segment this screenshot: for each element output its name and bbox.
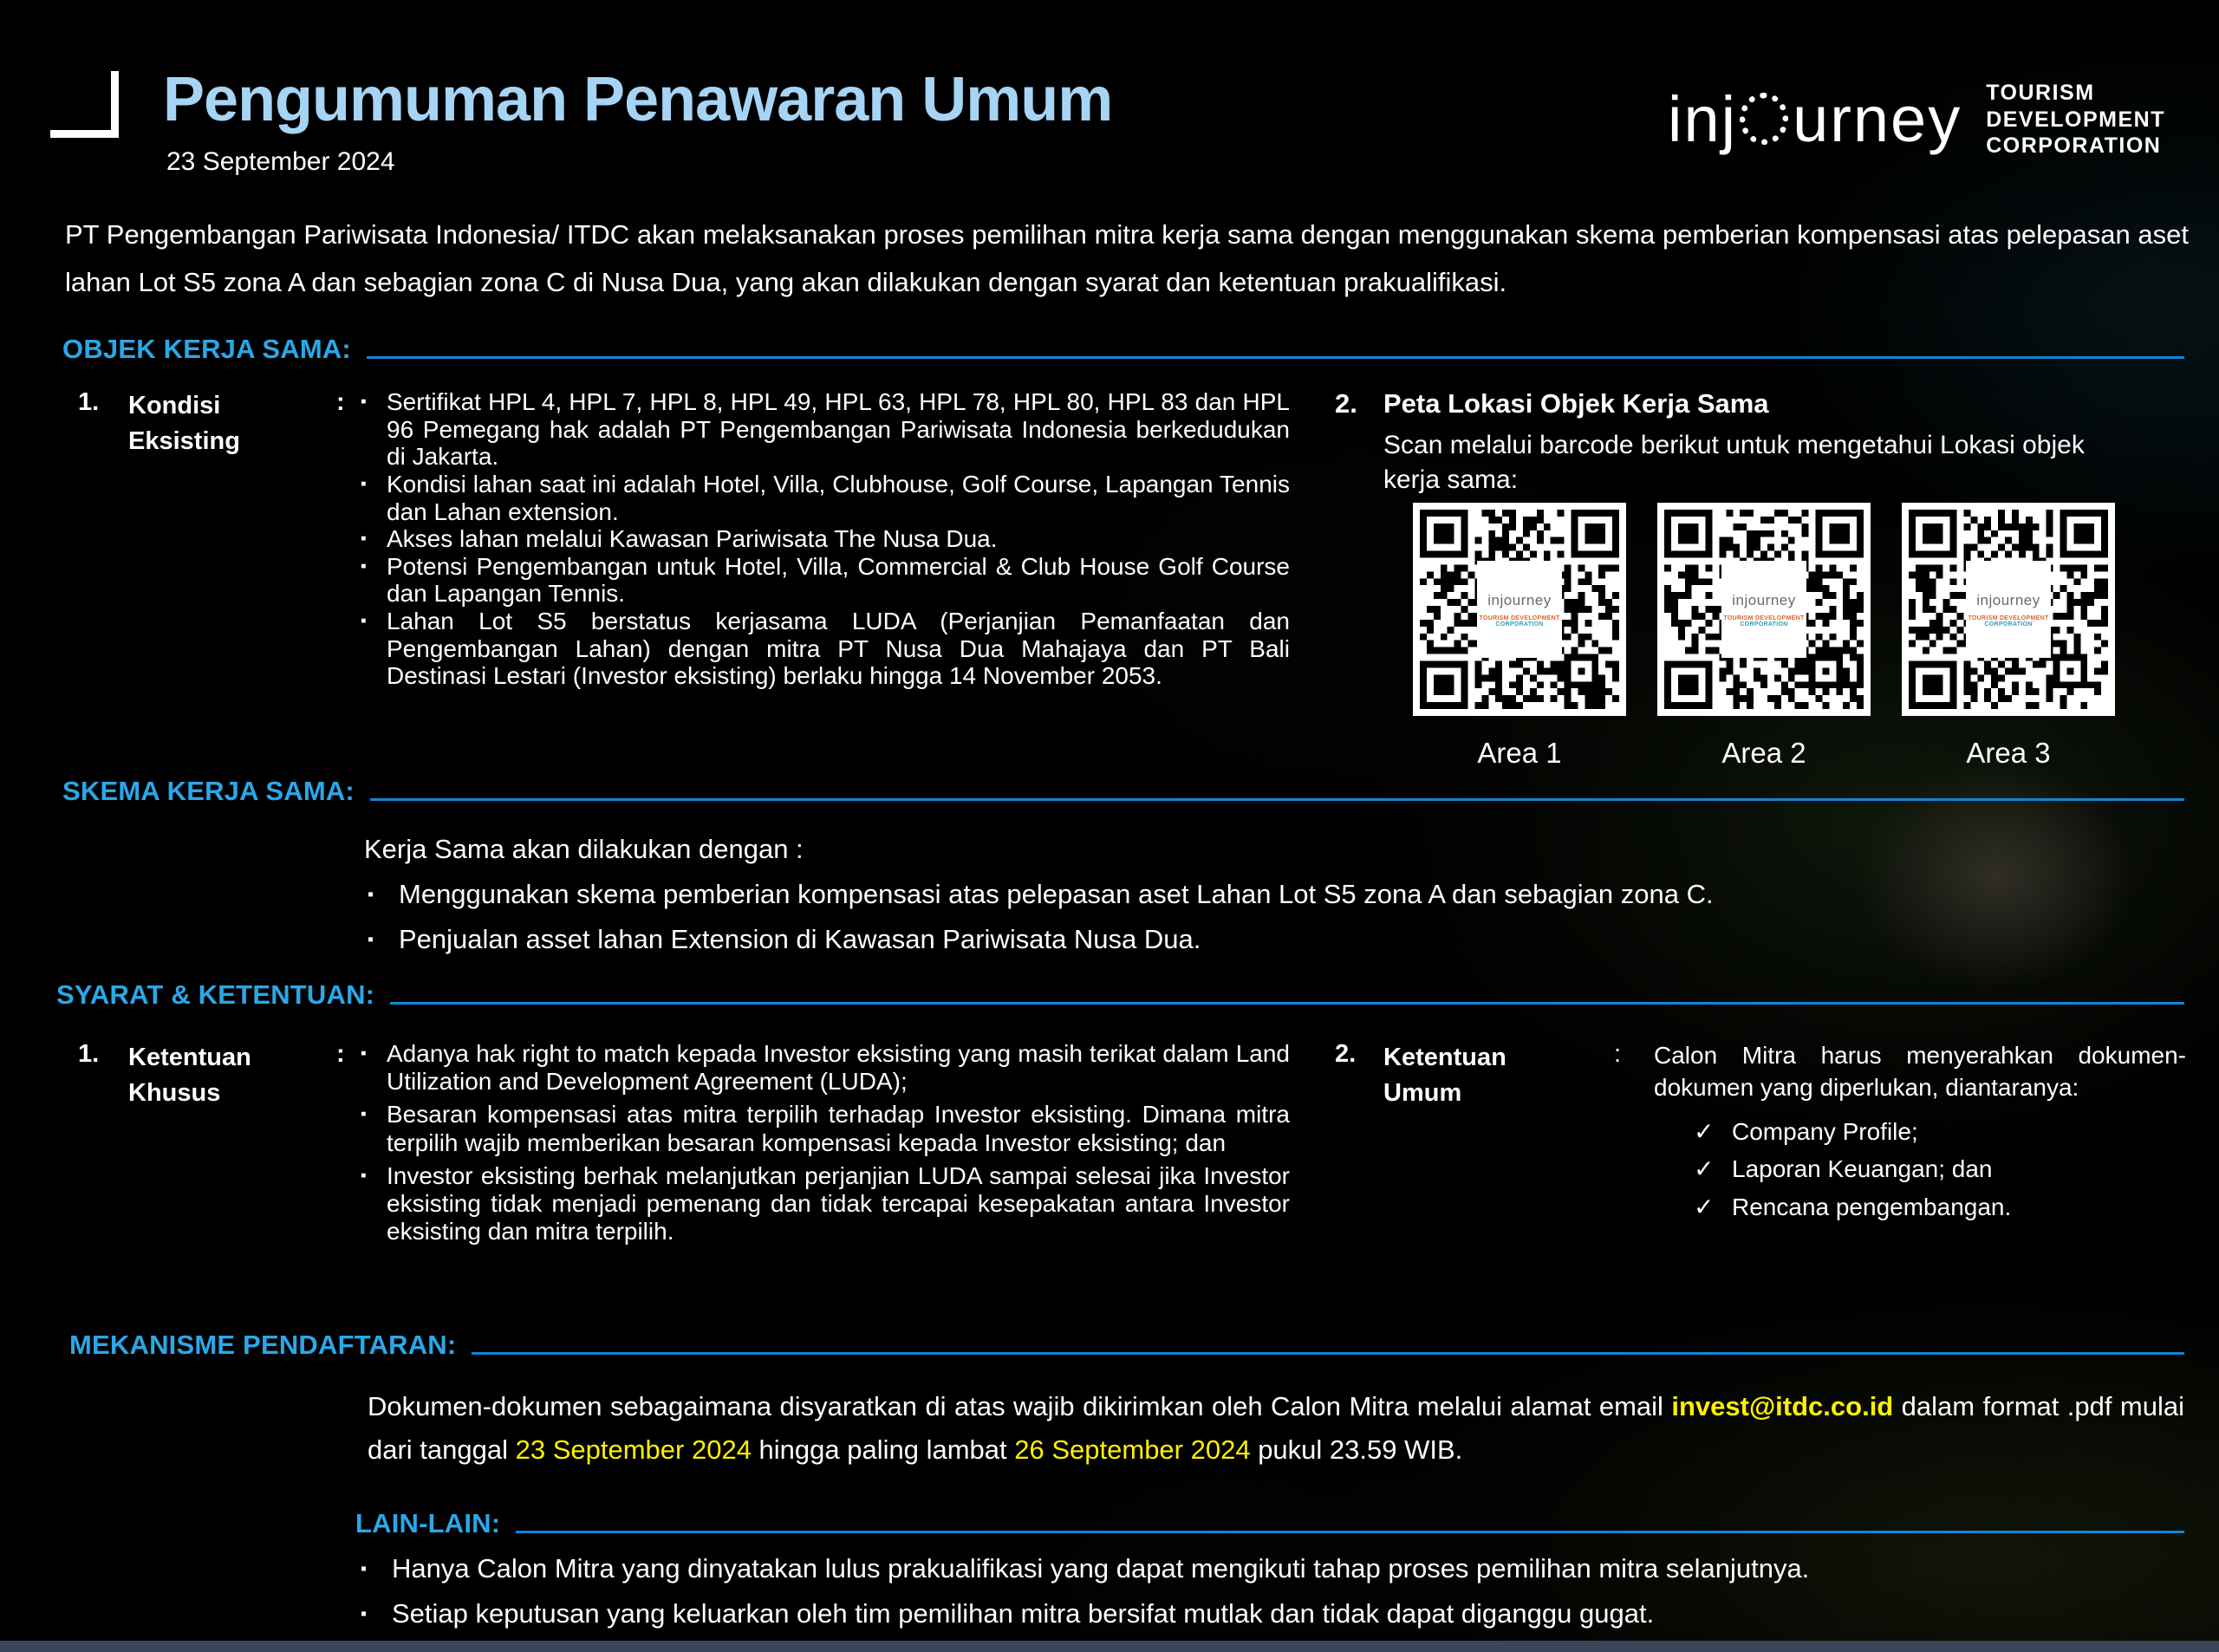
umum-lead-text: Calon Mitra harus menyerahkan dokumen-dokumen yang diperlukan, diantaranya: [1654, 1042, 2186, 1101]
end-date-highlight: 26 September 2024 [1014, 1434, 1251, 1465]
check-icon: ✓ [1694, 1193, 1715, 1220]
square-bullet-icon: ▪ [361, 1044, 367, 1063]
logo-subtitle-line: TOURISM [1986, 81, 2095, 105]
mekanisme-text: dalam format .pdf mulai dari tanggal [368, 1391, 2184, 1465]
list-item-text: Sertifikat HPL 4, HPL 7, HPL 8, HPL 49, HPL 63, HPL 78, HPL 80, HPL 83 dan HPL 96 Pemegang hak adalah PT Pengembangan Pariwisata Indonesia berkedudukan di Jakarta. [387, 388, 1290, 471]
list-item-text: Setiap keputusan yang keluarkan oleh tim pemilihan mitra bersifat mutlak dan tidak dapat diganggu gugat. [392, 1598, 1655, 1629]
peta-lokasi-title: Peta Lokasi Objek Kerja Sama [1383, 388, 1769, 419]
check-item-text: Laporan Keuangan; dan [1732, 1155, 1993, 1183]
injourney-wordmark [1668, 82, 1962, 155]
qr-center-logo: injourney TOURISM DEVELOPMENT CORPORATION [1477, 561, 1562, 658]
list-item-text: Menggunakan skema pemberian kompensasi atas pelepasan aset Lahan Lot S5 zona A dan sebagian zona C. [399, 879, 1714, 909]
section-rule [390, 1002, 2184, 1005]
square-bullet-icon: ▪ [361, 1105, 367, 1124]
email-link[interactable]: invest@itdc.co.id [1671, 1391, 1894, 1421]
logo-subtitle-line: CORPORATION [1986, 133, 2162, 158]
section-rule [516, 1531, 2184, 1533]
item-number: 1. [78, 388, 100, 416]
list-item [361, 525, 1290, 553]
colon-separator: : [1614, 1040, 1622, 1068]
list-item [368, 879, 2101, 910]
item-number: 2. [1335, 1040, 1357, 1068]
skema-lead-text: Kerja Sama akan dilakukan dengan : [364, 834, 804, 864]
section-rule [370, 798, 2184, 801]
section-mekanisme [69, 1330, 2184, 1361]
area-label: Area 1 [1477, 737, 1562, 769]
list-item [361, 1101, 1290, 1156]
list-item [368, 924, 2101, 955]
check-item [1654, 1113, 2186, 1150]
list-item [361, 1040, 1290, 1096]
list-item-text: Adanya hak right to match kepada Investor eksisting yang masih terikat dalam Land Utilization and Development Agreement (LUDA); [387, 1040, 1290, 1096]
mekanisme-text: pukul 23.59 WIB. [1250, 1434, 1463, 1465]
check-item [1654, 1188, 2186, 1226]
page-title: Pengumuman Penawaran Umum [163, 65, 1113, 134]
intro-paragraph: PT Pengembangan Pariwisata Indonesia/ ITDC akan melaksanakan proses pemilihan mitra kerja sama dengan menggunakan skema pemberian kompensasi atas pelepasan aset lahan Lot S5 zona A dan sebagian zona C di Nusa Dua, yang akan dilakukan dengan syarat dan ketentuan prakualifikasi. [65, 219, 2189, 298]
item-label-ketentuan-khusus: Ketentuan Khusus [128, 1044, 251, 1107]
skema-bullet-list [368, 879, 2101, 969]
umum-body [1654, 1040, 2186, 1226]
wordmark-post: urney [1793, 82, 1962, 155]
corner-bracket-icon [50, 71, 119, 138]
square-bullet-icon: ▪ [361, 393, 367, 411]
bottom-bar [0, 1641, 2219, 1652]
check-item [1654, 1150, 2186, 1187]
section-rule [472, 1352, 2184, 1355]
injourney-logo [1668, 80, 2165, 159]
item-label-kondisi-eksisting: Kondisi Eksisting [128, 392, 240, 455]
check-icon: ✓ [1694, 1117, 1715, 1145]
section-heading-lain: LAIN-LAIN: [355, 1508, 501, 1538]
square-bullet-icon: ▪ [361, 612, 367, 630]
mekanisme-text: hingga paling lambat [751, 1434, 1015, 1465]
list-item [361, 608, 1290, 690]
list-item [361, 1162, 1290, 1246]
section-objek [62, 334, 2184, 365]
check-item-text: Company Profile; [1732, 1117, 1918, 1145]
list-item-text: Investor eksisting berhak melanjutkan perjanjian LUDA sampai selesai jika Investor eksisting tidak menjadi pemenang dan tidak tercapai kesepakatan antara Investor eksisting dan mitra terpilih. [387, 1161, 1290, 1246]
square-bullet-icon: ▪ [361, 474, 367, 493]
square-bullet-icon: ▪ [361, 530, 367, 549]
square-bullet-icon: ▪ [361, 1166, 367, 1185]
list-item [361, 471, 1290, 525]
list-item [361, 1553, 2184, 1584]
item-number: 1. [78, 1040, 100, 1068]
qr-code-area-2 [1657, 503, 1871, 716]
mekanisme-paragraph [368, 1385, 2184, 1471]
square-bullet-icon: ▪ [361, 1604, 368, 1623]
area-label: Area 2 [1721, 737, 1806, 769]
logo-subtitle [1986, 80, 2165, 159]
qr-label-row [1413, 737, 2115, 770]
injourney-dotted-o-icon [1740, 93, 1788, 145]
square-bullet-icon: ▪ [368, 930, 374, 949]
section-skema [62, 776, 2184, 807]
check-icon: ✓ [1694, 1155, 1715, 1183]
area-label: Area 3 [1966, 737, 2051, 769]
qr-center-logo: injourney TOURISM DEVELOPMENT CORPORATION [1966, 561, 2051, 658]
section-lain [355, 1508, 2184, 1539]
list-item-text: Akses lahan melalui Kawasan Pariwisata The Nusa Dua. [387, 525, 998, 553]
list-item-text: Potensi Pengembangan untuk Hotel, Villa, Commercial & Club House Golf Course dan Lapangan Tennis. [387, 552, 1290, 608]
qr-code-row [1413, 503, 2115, 716]
list-item [361, 553, 1290, 608]
check-item-text: Rencana pengembangan. [1732, 1193, 2012, 1220]
kondisi-bullet-list [361, 388, 1290, 690]
list-item-text: Hanya Calon Mitra yang dinyatakan lulus prakualifikasi yang dapat mengikuti tahap proses pemilihan mitra selanjutnya. [392, 1553, 1810, 1584]
list-item-text: Kondisi lahan saat ini adalah Hotel, Villa, Clubhouse, Golf Course, Lapangan Tennis dan Lahan extension. [387, 470, 1290, 525]
item-number: 2. [1335, 388, 1357, 419]
start-date-highlight: 23 September 2024 [515, 1434, 752, 1465]
list-item [361, 388, 1290, 471]
lain-bullet-list [361, 1553, 2184, 1643]
colon-separator: : [336, 388, 345, 416]
peta-lokasi-subtitle: Scan melalui barcode berikut untuk mengetahui Lokasi objek kerja sama: [1383, 431, 2085, 494]
mekanisme-text: Dokumen-dokumen sebagaimana disyaratkan di atas wajib dikirimkan oleh Calon Mitra melalui alamat email [368, 1391, 1672, 1421]
khusus-bullet-list [361, 1040, 1290, 1251]
qr-code-area-3 [1902, 503, 2115, 716]
list-item-text: Penjualan asset lahan Extension di Kawasan Pariwisata Nusa Dua. [399, 924, 1201, 954]
section-syarat [56, 979, 2184, 1011]
square-bullet-icon: ▪ [368, 885, 374, 904]
section-heading-skema: SKEMA KERJA SAMA: [62, 776, 355, 806]
logo-subtitle-line: DEVELOPMENT [1986, 107, 2165, 132]
section-heading-mekanisme: MEKANISME PENDAFTARAN: [69, 1330, 457, 1360]
section-rule [367, 356, 2184, 359]
umum-check-list [1654, 1113, 2186, 1226]
wordmark-pre: inj [1668, 82, 1738, 155]
square-bullet-icon: ▪ [361, 1559, 368, 1578]
announcement-date: 23 September 2024 [166, 147, 395, 176]
qr-center-logo: injourney TOURISM DEVELOPMENT CORPORATION [1721, 561, 1806, 658]
section-heading-syarat: SYARAT & KETENTUAN: [56, 979, 375, 1010]
section-heading-objek: OBJEK KERJA SAMA: [62, 334, 351, 364]
list-item-text: Lahan Lot S5 berstatus kerjasama LUDA (Perjanjian Pemanfaatan dan Pengembangan Lahan) dengan mitra PT Nusa Dua Mahajaya dan PT Bali Destinasi Lestari (Investor eksisting) berlaku hingga 14 November 2053. [387, 608, 1290, 690]
qr-code-area-1 [1413, 503, 1626, 716]
square-bullet-icon: ▪ [361, 556, 367, 576]
list-item [361, 1598, 2184, 1629]
colon-separator: : [336, 1040, 345, 1068]
list-item-text: Besaran kompensasi atas mitra terpilih terhadap Investor eksisting. Dimana mitra terpilih wajib memberikan besaran kompensasi kepada Investor eksisting; dan [387, 1101, 1290, 1156]
item-label-ketentuan-umum: Ketentuan Umum [1383, 1044, 1506, 1107]
